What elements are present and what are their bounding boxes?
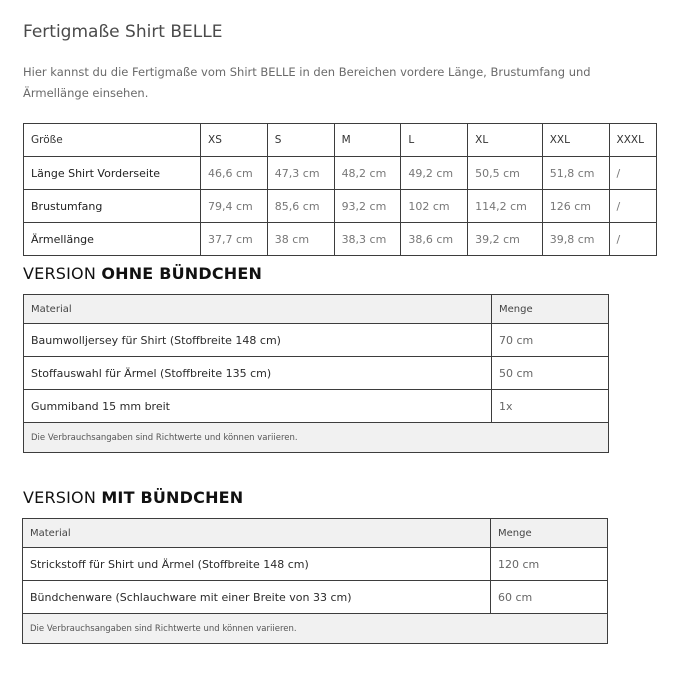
material-name: Bündchenware (Schlauchware mit einer Breite von 33 cm) <box>23 581 491 614</box>
cell-value: 51,8 cm <box>542 157 609 190</box>
header-cell-xs: XS <box>201 124 268 157</box>
header-cell-material: Material <box>23 519 491 548</box>
header-cell-m: M <box>334 124 401 157</box>
header-cell-s: S <box>267 124 334 157</box>
size-table <box>23 123 657 256</box>
header-cell-menge: Menge <box>492 295 609 324</box>
note-row <box>23 614 608 644</box>
row-label: Brustumfang <box>24 190 201 223</box>
cell-value: / <box>609 223 656 256</box>
table-row <box>24 324 609 357</box>
size-table-header-row <box>24 124 657 157</box>
cell-value: 49,2 cm <box>401 157 468 190</box>
material-table-ohne <box>23 294 609 453</box>
material-table-mit <box>22 518 608 644</box>
row-label: Länge Shirt Vorderseite <box>24 157 201 190</box>
cell-value: / <box>609 190 656 223</box>
usage-note: Die Verbrauchsangaben sind Richtwerte und können variieren. <box>23 614 608 644</box>
material-name: Strickstoff für Shirt und Ärmel (Stoffbreite 148 cm) <box>23 548 491 581</box>
cell-value: 126 cm <box>542 190 609 223</box>
usage-note: Die Verbrauchsangaben sind Richtwerte und können variieren. <box>24 423 609 453</box>
material-amount: 70 cm <box>492 324 609 357</box>
material-amount: 60 cm <box>491 581 608 614</box>
cell-value: 102 cm <box>401 190 468 223</box>
material-amount: 50 cm <box>492 357 609 390</box>
cell-value: 37,7 cm <box>201 223 268 256</box>
material-name: Baumwolljersey für Shirt (Stoffbreite 148 cm) <box>24 324 492 357</box>
table-row <box>23 581 608 614</box>
header-cell-size: Größe <box>24 124 201 157</box>
cell-value: 47,3 cm <box>267 157 334 190</box>
header-cell-material: Material <box>24 295 492 324</box>
header-cell-l: L <box>401 124 468 157</box>
material-name: Stoffauswahl für Ärmel (Stoffbreite 135 cm) <box>24 357 492 390</box>
cell-value: 38 cm <box>267 223 334 256</box>
table-row <box>24 223 657 256</box>
cell-value: 48,2 cm <box>334 157 401 190</box>
intro-text: Hier kannst du die Fertigmaße vom Shirt BELLE in den Bereichen vordere Länge, Brustumfang und Ärmellänge einsehen. <box>23 65 591 100</box>
material-amount: 1x <box>492 390 609 423</box>
cell-value: 79,4 cm <box>201 190 268 223</box>
table-row <box>24 190 657 223</box>
header-cell-menge: Menge <box>491 519 608 548</box>
material-header-row <box>23 519 608 548</box>
cell-value: 39,8 cm <box>542 223 609 256</box>
header-cell-xl: XL <box>468 124 543 157</box>
header-cell-xxxl: XXXL <box>609 124 656 157</box>
cell-value: 50,5 cm <box>468 157 543 190</box>
note-row <box>24 423 609 453</box>
header-cell-xxl: XXL <box>542 124 609 157</box>
cell-value: 38,6 cm <box>401 223 468 256</box>
cell-value: 114,2 cm <box>468 190 543 223</box>
version-ohne-heading <box>23 264 262 283</box>
cell-value: / <box>609 157 656 190</box>
table-row <box>23 548 608 581</box>
table-row <box>24 157 657 190</box>
version-ohne-title: OHNE BÜNDCHEN <box>101 264 263 283</box>
material-name: Gummiband 15 mm breit <box>24 390 492 423</box>
row-label: Ärmellänge <box>24 223 201 256</box>
table-row <box>24 357 609 390</box>
material-header-row <box>24 295 609 324</box>
cell-value: 85,6 cm <box>267 190 334 223</box>
version-mit-heading <box>23 488 243 507</box>
table-row <box>24 390 609 423</box>
material-amount: 120 cm <box>491 548 608 581</box>
cell-value: 38,3 cm <box>334 223 401 256</box>
page-title: Fertigmaße Shirt BELLE <box>23 22 223 42</box>
version-ohne-prefix: VERSION <box>23 264 97 283</box>
version-mit-prefix: VERSION <box>23 488 97 507</box>
version-mit-title: MIT BÜNDCHEN <box>101 488 244 507</box>
cell-value: 39,2 cm <box>468 223 543 256</box>
cell-value: 46,6 cm <box>201 157 268 190</box>
cell-value: 93,2 cm <box>334 190 401 223</box>
